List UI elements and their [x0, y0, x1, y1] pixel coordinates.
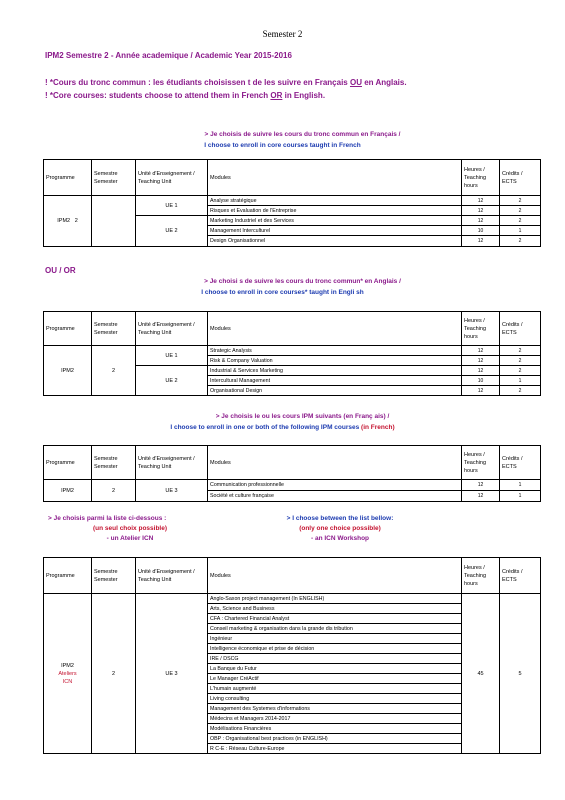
ects-cell: 2 — [500, 366, 541, 376]
header-modules: Modules — [208, 446, 462, 480]
ipm-courses-en-lang: (in French) — [361, 424, 395, 431]
module-cell: Risk & Company Valuation — [208, 356, 462, 366]
ue2-cell: UE 2 — [136, 216, 208, 247]
module-cell: Ingénieur — [208, 634, 462, 644]
module-cell: Intelligence économique et prise de décision — [208, 644, 462, 654]
ects-cell: 2 — [500, 356, 541, 366]
ipm-courses-en-text: I choose to enroll in one or both of the following IPM courses — [170, 424, 362, 431]
module-cell: Communication professionnelle — [208, 480, 462, 491]
workshop-note-en-3: - an ICN Workshop — [310, 535, 370, 542]
programme-cell — [44, 196, 92, 247]
module-cell: Société et culture française — [208, 491, 462, 502]
table-row — [44, 196, 541, 206]
table-row — [44, 480, 541, 491]
hours-cell: 10 — [462, 376, 500, 386]
semester-value: 2 — [74, 218, 78, 224]
module-cell: Modélisations Financières — [208, 724, 462, 734]
semester-cell: 2 — [92, 480, 136, 502]
header-credits: Crédits / ECTS — [500, 446, 541, 480]
module-cell: Anglo-Saxon project management (In ENGLISH) — [208, 594, 462, 604]
header-credits: Crédits / ECTS — [500, 558, 541, 594]
ipm-courses-en — [0, 422, 565, 433]
hours-cell: 10 — [462, 226, 500, 236]
ects-cell: 1 — [500, 376, 541, 386]
table-header-row — [44, 312, 541, 346]
hours-cell: 12 — [462, 206, 500, 216]
page-title: Semester 2 — [262, 29, 303, 39]
table-header-row — [44, 446, 541, 480]
header-credits: Crédits / ECTS — [500, 160, 541, 196]
ects-cell: 1 — [500, 226, 541, 236]
ipm-courses-table — [43, 445, 541, 502]
hours-cell: 12 — [462, 196, 500, 206]
programme-cell: IPM2 — [44, 346, 92, 396]
semester-cell: 2 — [92, 346, 136, 396]
hours-cell: 12 — [462, 236, 500, 247]
ects-cell: 1 — [500, 491, 541, 502]
core-courses-french-table — [43, 159, 541, 247]
workshop-note-fr-3: - un Atelier ICN — [106, 535, 154, 542]
hours-cell: 12 — [462, 346, 500, 356]
choice-french-heading — [0, 129, 565, 151]
module-cell: Intercultural Management — [208, 376, 462, 386]
header-unite: Unité d'Enseignement / Teaching Unit — [136, 446, 208, 480]
core-note-fr — [45, 78, 407, 87]
ou-or-label: OU / OR — [45, 266, 76, 275]
module-cell: Strategic Analysis — [208, 346, 462, 356]
header-programme: Programme — [44, 446, 92, 480]
header-heures: Heures / Teaching hours — [462, 312, 500, 346]
table-header-row — [44, 160, 541, 196]
module-cell: La Banque du Futur — [208, 664, 462, 674]
header-semestre: Semestre Semester — [92, 446, 136, 480]
ipm-courses-fr: > Je choisis le ou les cours IPM suivants (en Franç ais) / — [215, 413, 390, 420]
module-cell: CFA : Chartered Financial Analyst — [208, 614, 462, 624]
hours-cell: 12 — [462, 480, 500, 491]
workshop-note-en-2: (only one choice possible) — [299, 525, 381, 532]
ects-cell: 2 — [500, 196, 541, 206]
core-note-fr-prefix: ! *Cours du tronc commun : les étudiants choisissen t de les suivre en Français — [45, 78, 350, 87]
header-heures: Heures / Teaching hours — [462, 558, 500, 594]
header-programme: Programme — [44, 558, 92, 594]
hours-cell: 45 — [462, 594, 500, 754]
module-cell: Le Manager CréActif — [208, 674, 462, 684]
header-heures: Heures / Teaching hours — [462, 446, 500, 480]
core-note-en — [45, 91, 325, 100]
module-cell: Médecins et Managers 2014-2017 — [208, 714, 462, 724]
header-unite: Unité d'Enseignement / Teaching Unit — [136, 160, 208, 196]
ects-cell: 1 — [500, 480, 541, 491]
module-cell: Organisational Design — [208, 386, 462, 396]
choice-english-en: I choose to enroll in core courses* taught in Engli sh — [201, 289, 364, 296]
programme-cell: IPM2 — [44, 480, 92, 502]
table-header-row — [44, 558, 541, 594]
core-courses-english-table — [43, 311, 541, 396]
module-cell: OBP : Organisational best practices (in ENGLISH) — [208, 734, 462, 744]
ue2-cell: UE 2 — [136, 366, 208, 396]
workshop-note-fr — [40, 514, 220, 544]
workshop-note-fr-2: (un seul choix possible) — [92, 525, 168, 532]
header-semestre: Semestre Semester — [92, 312, 136, 346]
module-cell: Risques et Evaluation de l'Entreprise — [208, 206, 462, 216]
header-unite: Unité d'Enseignement / Teaching Unit — [136, 312, 208, 346]
header-heures: Heures / Teaching hours — [462, 160, 500, 196]
module-cell: IRE / DSCG — [208, 654, 462, 664]
header-unite: Unité d'Enseignement / Teaching Unit — [136, 558, 208, 594]
choice-english-heading — [0, 276, 565, 298]
core-note-en-suffix: in English. — [282, 91, 326, 100]
workshop-note-fr-1: > Je choisis parmi la liste ci-dessous : — [48, 515, 167, 522]
ue-cell: UE 3 — [136, 594, 208, 754]
module-cell: Living consulting — [208, 694, 462, 704]
ects-cell: 2 — [500, 216, 541, 226]
choice-french-en: I choose to enroll in core courses taught in French — [204, 142, 361, 149]
ue-cell: UE 3 — [136, 480, 208, 502]
ects-cell: 2 — [500, 346, 541, 356]
ects-cell: 2 — [500, 386, 541, 396]
icn-workshops-table — [43, 557, 541, 754]
core-note-en-prefix: ! *Core courses: students choose to attend them in French — [45, 91, 271, 100]
module-cell: L'humain augmenté — [208, 684, 462, 694]
module-cell: Analyse stratégique — [208, 196, 462, 206]
ects-cell: 2 — [500, 236, 541, 247]
header-programme: Programme — [44, 160, 92, 196]
choice-english-fr: > Je choisi s de suivre les cours du tronc commun* en Anglais / — [204, 278, 401, 285]
module-cell: Management des Systemes d'informations — [208, 704, 462, 714]
header-modules: Modules — [208, 312, 462, 346]
header-semestre: Semestre Semester — [92, 558, 136, 594]
core-note-fr-or: OU — [349, 78, 362, 87]
semester-cell — [92, 196, 136, 247]
workshop-note-en — [250, 514, 430, 544]
ue1-cell: UE 1 — [136, 196, 208, 216]
module-cell: Arts, Science and Business — [208, 604, 462, 614]
programme-icn: ICN — [62, 678, 73, 685]
semester-cell: 2 — [92, 594, 136, 754]
header-credits: Crédits / ECTS — [500, 312, 541, 346]
core-note-en-or: OR — [270, 91, 283, 100]
headline: IPM2 Semestre 2 - Année academique / Academic Year 2015-2016 — [45, 51, 292, 60]
module-cell: Marketing Industriel et des Services — [208, 216, 462, 226]
header-semestre: Semestre Semester — [92, 160, 136, 196]
module-cell: Conseil marketing & organisation dans la grande dis tribution — [208, 624, 462, 634]
header-modules: Modules — [208, 160, 462, 196]
programme-ateliers: Ateliers — [58, 670, 77, 677]
hours-cell: 12 — [462, 366, 500, 376]
module-cell: Design Organisationnel — [208, 236, 462, 247]
ipm-courses-heading — [0, 411, 565, 433]
module-cell: Management Interculturel — [208, 226, 462, 236]
programme-value: IPM2 — [57, 218, 71, 224]
header-modules: Modules — [208, 558, 462, 594]
choice-french-fr: > Je choisis de suivre les cours du tronc commun en Français / — [204, 131, 401, 138]
ects-cell: 2 — [500, 206, 541, 216]
table-row — [44, 346, 541, 356]
table-row — [44, 594, 541, 604]
ects-cell: 5 — [500, 594, 541, 754]
ue1-cell: UE 1 — [136, 346, 208, 366]
core-note-fr-suffix: en Anglais. — [361, 78, 407, 87]
workshop-note-en-1: > I choose between the list bellow: — [286, 515, 394, 522]
hours-cell: 12 — [462, 386, 500, 396]
programme-cell — [44, 594, 92, 754]
module-cell: Industrial & Services Marketing — [208, 366, 462, 376]
hours-cell: 12 — [462, 216, 500, 226]
programme-value: IPM2 — [61, 662, 74, 669]
hours-cell: 12 — [462, 491, 500, 502]
header-programme: Programme — [44, 312, 92, 346]
module-cell: R C-E : Réseau Culture-Europe — [208, 744, 462, 754]
hours-cell: 12 — [462, 356, 500, 366]
